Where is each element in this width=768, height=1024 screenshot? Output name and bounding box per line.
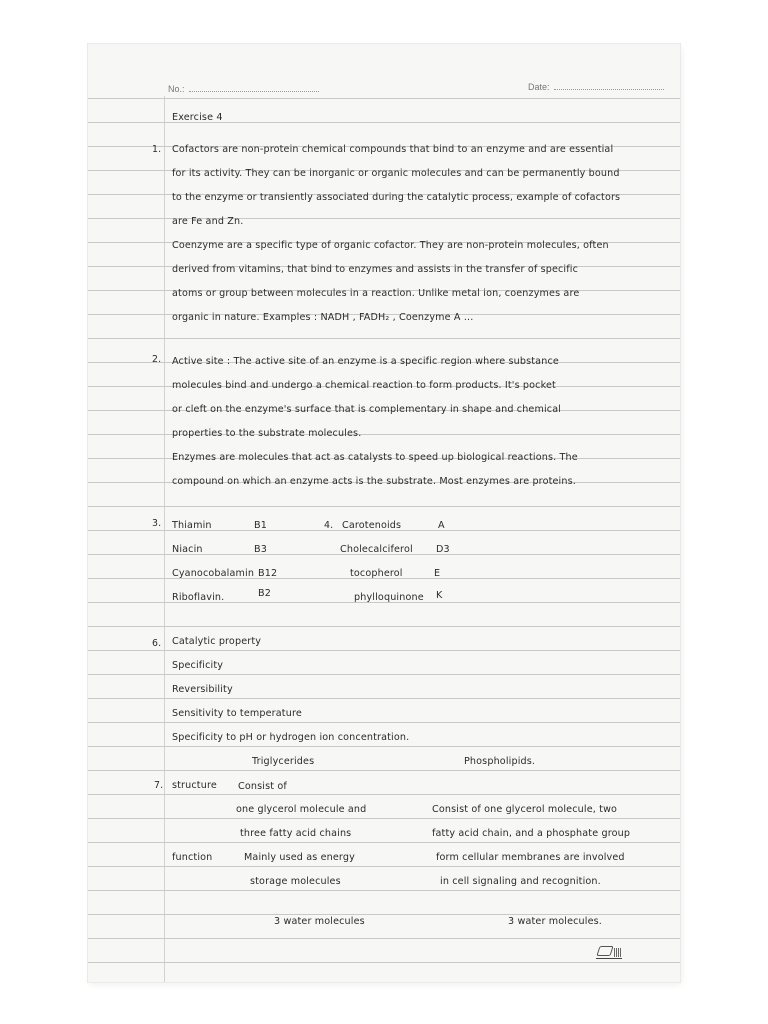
q3-vitamin-name: Riboflavin. (172, 592, 225, 603)
ruled-line (88, 890, 680, 891)
header-date (528, 82, 664, 92)
q7-tri-function: Mainly used as energy (244, 852, 355, 863)
q6-number: 6. (152, 638, 162, 649)
q7-col-triglycerides: Triglycerides (252, 756, 315, 767)
q7-pho-structure: Consist of one glycerol molecule, two (432, 804, 618, 815)
notebook-logo-icon (596, 944, 622, 959)
ruled-line (88, 962, 680, 963)
q7-pho-structure: fatty acid chain, and a phosphate group (432, 828, 631, 839)
q1-line: organic in nature. Examples : NADH , FADH₂ , Coenzyme A ... (172, 312, 474, 323)
q3-vitamin-code: B1 (254, 520, 267, 531)
q1-line: for its activity. They can be inorganic or organic molecules and can be permanently bound (172, 168, 620, 179)
q1-line: Cofactors are non-protein chemical compounds that bind to an enzyme and are essential (172, 144, 614, 155)
q7-tri-water: 3 water molecules (274, 916, 365, 927)
q7-col-phospholipids: Phospholipids. (464, 756, 536, 767)
q7-pho-function: form cellular membranes are involved (436, 852, 625, 863)
header-no (168, 84, 319, 94)
ruled-line (88, 722, 680, 723)
ruled-line (88, 794, 680, 795)
ruled-line (88, 626, 680, 627)
q2-line: compound on which an enzyme acts is the substrate. Most enzymes are proteins. (172, 476, 576, 487)
q2-number: 2. (152, 354, 162, 365)
q7-tri-structure: one glycerol molecule and (236, 804, 367, 815)
notebook-page (88, 44, 680, 982)
ruled-line (88, 866, 680, 867)
q7-number: 7. (154, 780, 164, 791)
ruled-line (88, 98, 680, 99)
q3-vitamin-code: B12 (258, 568, 278, 579)
q1-line: Coenzyme are a specific type of organic cofactor. They are non-protein molecules, often (172, 240, 609, 251)
ruled-line (88, 506, 680, 507)
q6-item: Specificity (172, 660, 224, 671)
q6-item: Sensitivity to temperature (172, 708, 302, 719)
q3-number: 3. (152, 518, 162, 529)
q4-vitamin-name: Cholecalciferol (340, 544, 413, 555)
q7-row-function: function (172, 852, 213, 863)
ruled-line (88, 650, 680, 651)
q3-vitamin-name: Niacin (172, 544, 203, 555)
q6-item: Reversibility (172, 684, 233, 695)
q4-vitamin-name: tocopherol (350, 568, 403, 579)
q1-line: are Fe and Zn. (172, 216, 244, 227)
q2-line: or cleft on the enzyme's surface that is complementary in shape and chemical (172, 404, 562, 415)
q4-number: 4. (324, 520, 334, 531)
ruled-line (88, 338, 680, 339)
q2-line: molecules bind and undergo a chemical reaction to form products. It's pocket (172, 380, 556, 391)
ruled-line (88, 914, 680, 915)
q6-item: Catalytic property (172, 636, 262, 647)
q4-vitamin-code: A (438, 520, 445, 531)
q1-line: atoms or group between molecules in a reaction. Unlike metal ion, coenzymes are (172, 288, 580, 299)
q3-vitamin-code: B2 (258, 588, 271, 599)
q4-vitamin-name: phylloquinone (354, 592, 424, 603)
no-label: No.: (168, 84, 185, 94)
q6-item: Specificity to pH or hydrogen ion concentration. (172, 732, 410, 743)
ruled-line (88, 746, 680, 747)
ruled-line (88, 938, 680, 939)
q4-vitamin-code: D3 (436, 544, 450, 555)
ruled-line (88, 698, 680, 699)
q3-vitamin-code: B3 (254, 544, 267, 555)
ruled-line (88, 818, 680, 819)
q7-row-structure: structure (172, 780, 217, 791)
exercise-title: Exercise 4 (172, 112, 223, 123)
ruled-line (88, 674, 680, 675)
ruled-line (88, 842, 680, 843)
q4-vitamin-code: K (436, 590, 443, 601)
q7-tri-structure: Consist of (238, 781, 287, 792)
q1-number: 1. (152, 144, 162, 155)
q1-line: to the enzyme or transiently associated during the catalytic process, example of cofactors (172, 192, 621, 203)
q4-vitamin-name: Carotenoids (342, 520, 402, 531)
q3-vitamin-name: Thiamin (172, 520, 212, 531)
q3-vitamin-name: Cyanocobalamin (172, 568, 255, 579)
q7-tri-structure: three fatty acid chains (240, 828, 352, 839)
q2-line: properties to the substrate molecules. (172, 428, 362, 439)
q7-pho-function: in cell signaling and recognition. (440, 876, 601, 887)
ruled-line (88, 770, 680, 771)
q2-line: Enzymes are molecules that act as catalysts to speed up biological reactions. The (172, 452, 578, 463)
margin-line (164, 96, 165, 982)
q7-pho-water: 3 water molecules. (508, 916, 602, 927)
q2-line: Active site : The active site of an enzyme is a specific region where substance (172, 356, 559, 367)
date-label: Date: (528, 82, 550, 92)
q1-line: derived from vitamins, that bind to enzymes and assists in the transfer of specific (172, 264, 579, 275)
q7-tri-function: storage molecules (250, 876, 341, 887)
q4-vitamin-code: E (434, 568, 441, 579)
